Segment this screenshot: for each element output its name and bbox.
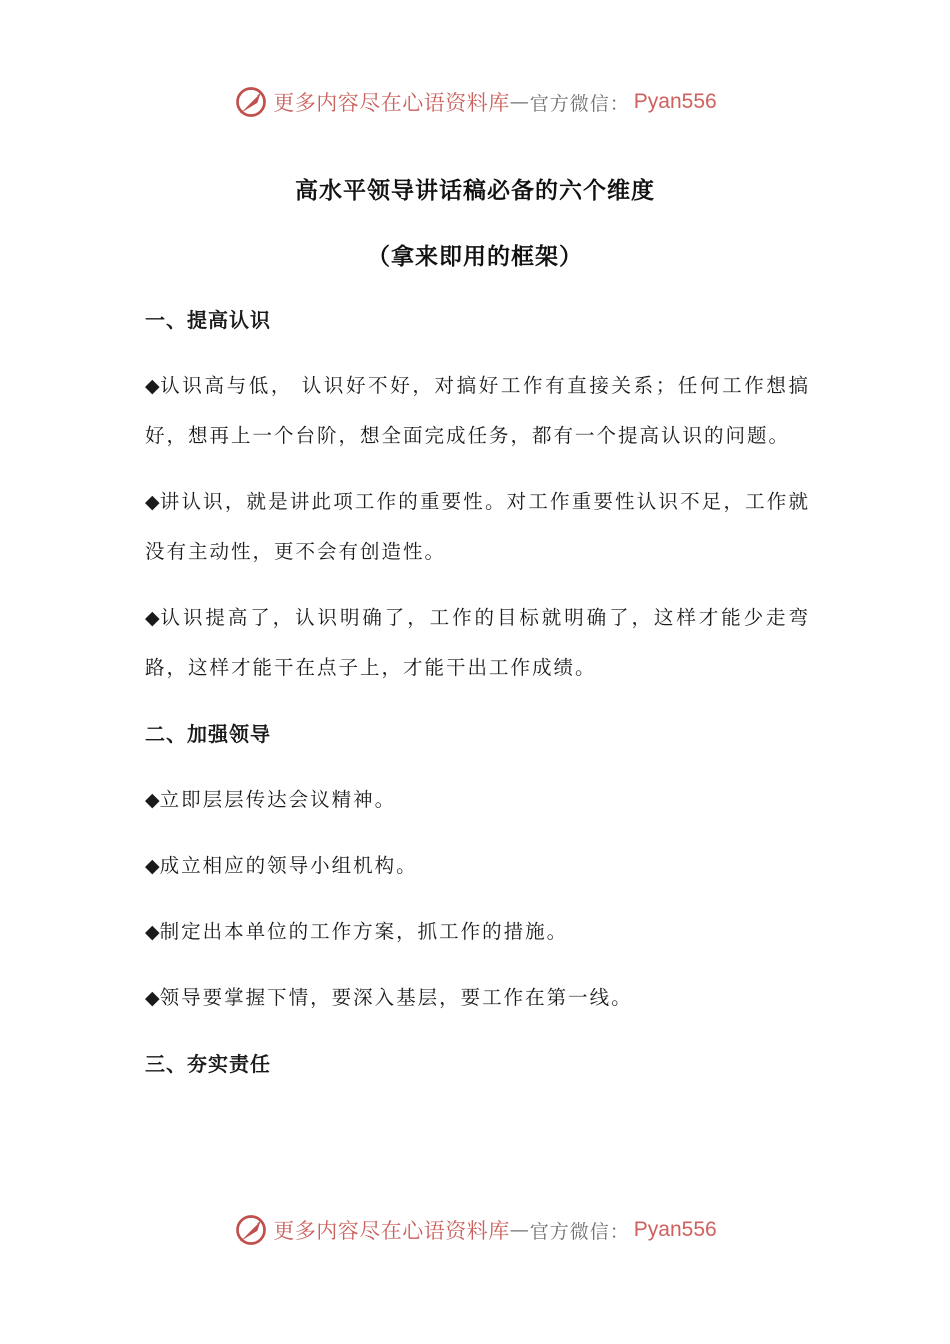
bullet-diamond-icon: ◆ (145, 789, 160, 811)
document-title: 高水平领导讲话稿必备的六个维度 (295, 178, 655, 204)
banner-contact-text: 官方微信： (529, 1220, 630, 1243)
document-body (145, 302, 810, 1112)
bullet-paragraph: ◆立即层层传达会议精神。 (145, 788, 397, 811)
banner-dash: — (509, 91, 530, 113)
banner-dash: — (509, 1219, 530, 1241)
bullet-paragraph: ◆成立相应的领导小组机构。 (145, 854, 418, 877)
bullet-paragraph: ◆领导要掌握下情，要深入基层，要工作在第一线。 (145, 986, 633, 1009)
section-heading: 三、夯实责任 (145, 1052, 271, 1076)
bullet-diamond-icon: ◆ (145, 987, 160, 1009)
bullet-diamond-icon: ◆ (145, 491, 160, 513)
footer-watermark-banner (0, 1208, 950, 1252)
bullet-diamond-icon: ◆ (145, 375, 161, 397)
banner-contact-id: Pyan556 (633, 1218, 717, 1241)
banner-contact-id: Pyan556 (633, 90, 717, 113)
quill-logo-icon (233, 1212, 269, 1248)
header-watermark-banner (0, 80, 950, 124)
bullet-paragraph: ◆制定出本单位的工作方案，抓工作的措施。 (145, 920, 569, 943)
bullet-paragraph: ◆讲认识，就是讲此项工作的重要性。对工作重要性认识不足，工作就没有主动性，更不会有创造性。 (145, 490, 810, 563)
banner-site-text: 更多内容尽在心语资料库 (273, 1219, 510, 1243)
bullet-diamond-icon: ◆ (145, 855, 160, 877)
document-subtitle: （拿来即用的框架） (367, 244, 583, 270)
section-heading: 二、加强领导 (145, 722, 271, 746)
bullet-paragraph: ◆认识提高了，认识明确了，工作的目标就明确了，这样才能少走弯路，这样才能干在点子上，才能干出工作成绩。 (145, 606, 810, 679)
banner-site-text: 更多内容尽在心语资料库 (273, 91, 510, 115)
bullet-diamond-icon: ◆ (145, 921, 160, 943)
quill-logo-icon (233, 84, 269, 120)
banner-contact-text: 官方微信： (529, 92, 630, 115)
bullet-paragraph: ◆认识高与低， 认识好不好，对搞好工作有直接关系；任何工作想搞好，想再上一个台阶，想全面完成任务，都有一个提高认识的问题。 (145, 374, 810, 447)
bullet-diamond-icon: ◆ (145, 607, 161, 629)
section-heading: 一、提高认识 (145, 308, 271, 332)
